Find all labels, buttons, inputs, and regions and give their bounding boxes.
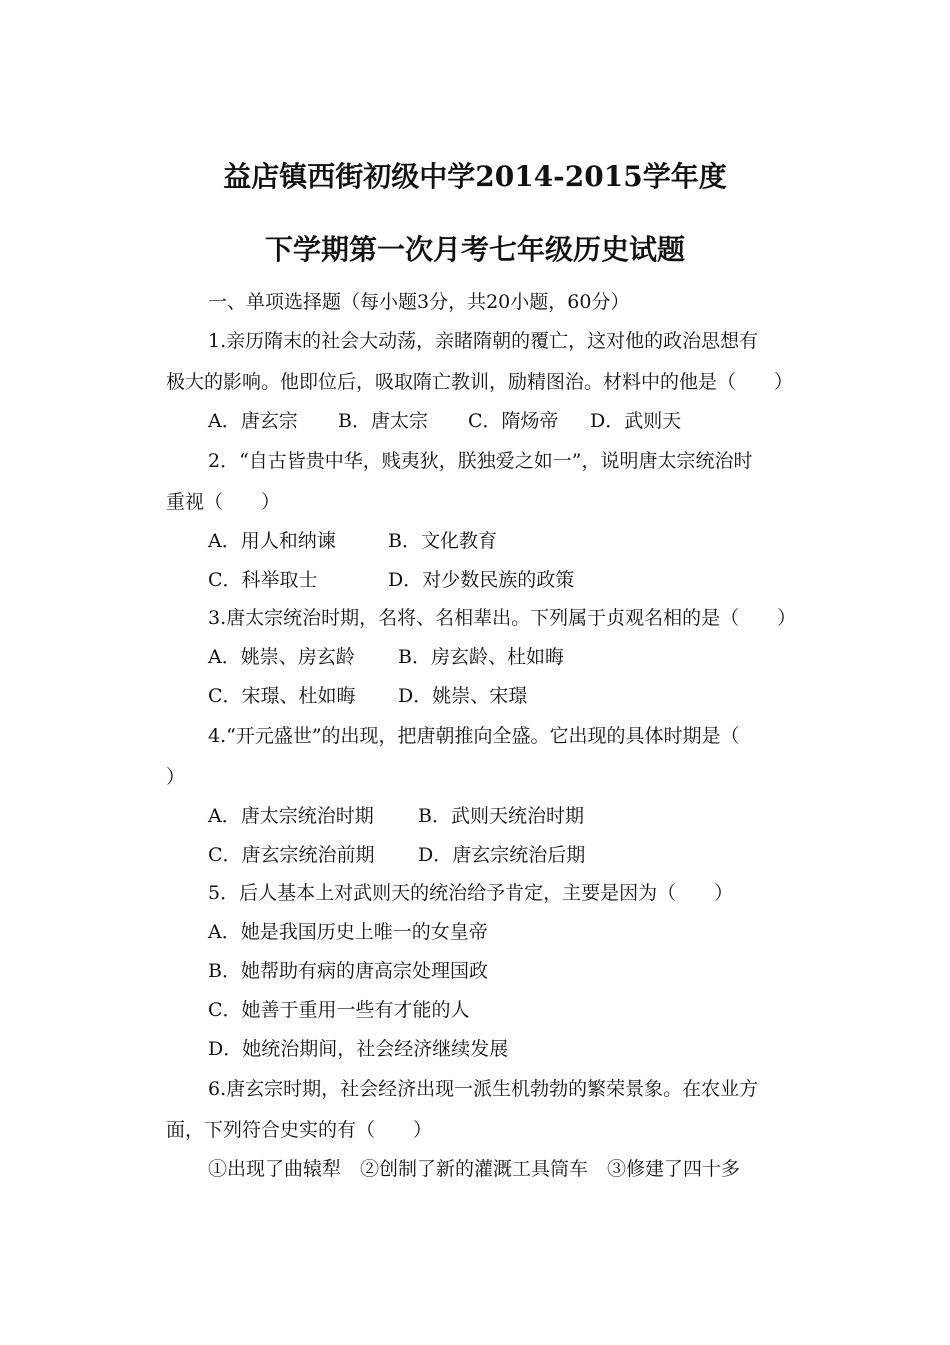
- question-6-line-2: 面，下列符合史实的有（ ）: [166, 1119, 433, 1141]
- question-4-option-b: B．武则天统治时期: [418, 805, 584, 827]
- question-3-options-row-1: [208, 646, 564, 668]
- question-4-option-c: C．唐玄宗统治前期: [208, 844, 375, 866]
- question-2-option-d: D．对少数民族的政策: [388, 569, 575, 591]
- question-2-option-b: B．文化教育: [388, 530, 497, 552]
- question-4-line-2: ）: [166, 766, 186, 788]
- question-3-option-b: B．房玄龄、杜如晦: [398, 646, 564, 668]
- question-1-line-1: 1.亲历隋末的社会大动荡，亲睹隋朝的覆亡，这对他的政治思想有: [208, 330, 759, 352]
- exam-title-line-1: 益店镇西街初级中学2014-2015学年度: [223, 160, 727, 193]
- question-2-option-c: C．科举取士: [208, 569, 318, 591]
- question-6-line-1: 6.唐玄宗时期，社会经济出现一派生机勃勃的繁荣景象。在农业方: [208, 1078, 759, 1100]
- question-2-options-row-2: [208, 569, 574, 591]
- question-3-line-1: 3.唐太宗统治时期，名将、名相辈出。下列属于贞观名相的是（ ）: [208, 607, 797, 629]
- question-6-line-3: ①出现了曲辕犁 ②创制了新的灌溉工具筒车 ③修建了四十多: [208, 1158, 741, 1180]
- exam-title-line-2: 下学期第一次月考七年级历史试题: [264, 233, 685, 266]
- question-4-line-1: 4.“开元盛世”的出现，把唐朝推向全盛。它出现的具体时期是（: [208, 725, 740, 747]
- question-5-line-1: 5．后人基本上对武则天的统治给予肯定，主要是因为（ ）: [208, 882, 734, 904]
- question-3-option-a: A．姚崇、房玄龄: [208, 646, 355, 668]
- question-5-option-a: A．她是我国历史上唯一的女皇帝: [208, 921, 488, 943]
- question-1-line-2: 极大的影响。他即位后，吸取隋亡教训，励精图治。材料中的他是（ ）: [166, 371, 794, 393]
- question-1-options: [208, 410, 681, 432]
- question-5-option-d: D．她统治期间，社会经济继续发展: [208, 1038, 509, 1060]
- question-4-options-row-1: [208, 805, 584, 827]
- question-2-option-a: A．用人和纳谏: [208, 530, 336, 552]
- section-heading: 一、单项选择题（每小题3分，共20小题，60分）: [208, 291, 630, 313]
- question-1-option-c: C．隋炀帝: [468, 410, 559, 432]
- question-4-options-row-2: [208, 844, 585, 866]
- question-1-option-a: A．唐玄宗: [208, 410, 298, 432]
- question-1-option-b: B．唐太宗: [338, 410, 428, 432]
- question-4-option-a: A．唐太宗统治时期: [208, 805, 374, 827]
- question-2-line-2: 重视（ ）: [166, 491, 281, 513]
- question-3-options-row-2: [208, 685, 527, 707]
- question-2-options-row-1: [208, 530, 497, 552]
- question-4-option-d: D．唐玄宗统治后期: [418, 844, 586, 866]
- question-1-option-d: D．武则天: [590, 410, 682, 432]
- question-5-option-c: C．她善于重用一些有才能的人: [208, 999, 470, 1021]
- question-3-option-c: C．宋璟、杜如晦: [208, 685, 356, 707]
- question-5-option-b: B．她帮助有病的唐高宗处理国政: [208, 960, 488, 982]
- question-3-option-d: D．姚崇、宋璟: [398, 685, 528, 707]
- question-2-line-1: 2．“自古皆贵中华，贱夷狄，朕独爱之如一”，说明唐太宗统治时: [208, 450, 753, 472]
